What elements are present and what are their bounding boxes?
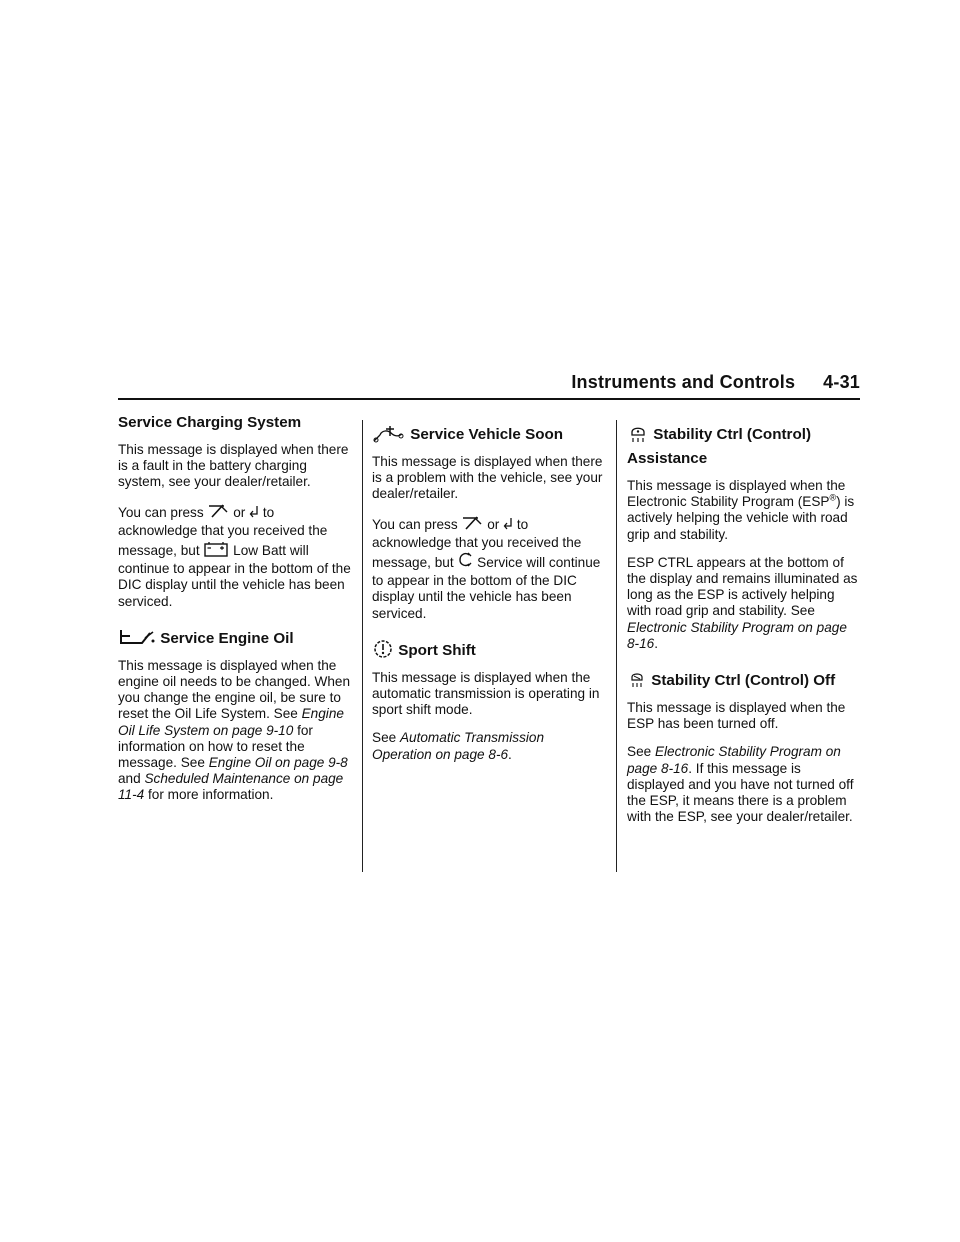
link-engine-oil-life-system[interactable]: Engine Oil Life System on page 9-10: [118, 706, 344, 738]
column-3: [627, 414, 861, 837]
stability-off-icon: [627, 668, 647, 690]
header-title: [571, 372, 860, 393]
column-1: [118, 414, 352, 816]
set-reset-icon: [503, 517, 513, 535]
paragraph: This message is displayed when the ESP has been turned off.: [627, 700, 846, 732]
set-reset-icon: [249, 505, 259, 523]
heading-service-engine-oil: Service Engine Oil: [118, 626, 352, 648]
link-automatic-transmission[interactable]: Automatic Transmission Operation on page 8-6: [372, 730, 545, 762]
heading-sport-shift: Sport Shift: [372, 638, 606, 660]
paragraph: This message is displayed when there is a problem with the vehicle, see your dealer/retailer.: [372, 454, 603, 502]
battery-icon: [203, 539, 229, 561]
paragraph: ESP CTRL appears at the bottom of the display and remains illuminated as long as the ESP is actively helping with road grip and stability. See Electronic Stability Program on page 8-16.: [627, 554, 858, 651]
wrench-car-icon: [372, 422, 406, 444]
paragraph: This message is displayed when the engine oil needs to be changed. When you change the engine oil, be sure to reset the Oil Life System. See Engine Oil Life System on page 9-10 for information on how to reset the message. See Engine Oil on page 9-8 and Scheduled Maintenance on page 11-4 for more information.: [118, 657, 351, 803]
thumbwheel-icon: [207, 503, 229, 523]
page-number: 4-31: [823, 372, 860, 392]
paragraph: This message is displayed when there is a fault in the battery charging system, see your dealer/retailer.: [118, 442, 349, 490]
paragraph: You can press or to acknowledge that you received the message, but Service will continue to appear in the bottom of the DIC display until the vehicle has been serviced.: [372, 516, 601, 621]
heading-stability-ctrl-assistance: Stability Ctrl (Control): [627, 422, 861, 444]
column-2: [372, 414, 606, 775]
column-divider-2: [616, 420, 617, 872]
paragraph: See Automatic Transmission Operation on page 8-6.: [372, 730, 545, 762]
link-scheduled-maintenance[interactable]: Scheduled Maintenance on page 11-4: [118, 771, 344, 803]
paragraph: See Electronic Stability Program on page 8-16. If this message is displayed and you have not turned off the ESP, it means there is a problem with the ESP, see your dealer/retailer.: [627, 744, 854, 825]
thumbwheel-icon: [461, 515, 483, 535]
heading-assistance: Assistance: [627, 450, 708, 467]
header-rule: [118, 398, 860, 400]
link-electronic-stability-program[interactable]: Electronic Stability Program on page 8-16: [627, 619, 847, 651]
section-title: Instruments and Controls: [571, 372, 796, 392]
paragraph: This message is displayed when the Electronic Stability Program (ESP®) is actively helping the vehicle with road grip and stability.: [627, 478, 855, 542]
link-electronic-stability-program[interactable]: Electronic Stability Program on page 8-16: [627, 744, 841, 776]
heading-stability-ctrl-off: Stability Ctrl (Control) Off: [627, 668, 861, 690]
service-vehicle-icon: [457, 551, 473, 573]
oil-can-icon: [118, 626, 156, 648]
paragraph: This message is displayed when the automatic transmission is operating in sport shift mode.: [372, 669, 600, 718]
heading-service-charging-system: Service Charging System: [118, 414, 302, 431]
column-divider-1: [362, 420, 363, 872]
link-engine-oil[interactable]: Engine Oil on page 9-8: [208, 755, 348, 771]
page-header: [118, 372, 860, 396]
gear-shift-icon: [372, 638, 394, 660]
heading-service-vehicle-soon: Service Vehicle Soon: [372, 422, 606, 444]
paragraph: You can press or to acknowledge that you received the message, but Low Batt will continue to appear in the bottom of the DIC display until the vehicle has been serviced.: [118, 504, 351, 609]
stability-control-icon: [627, 422, 649, 444]
